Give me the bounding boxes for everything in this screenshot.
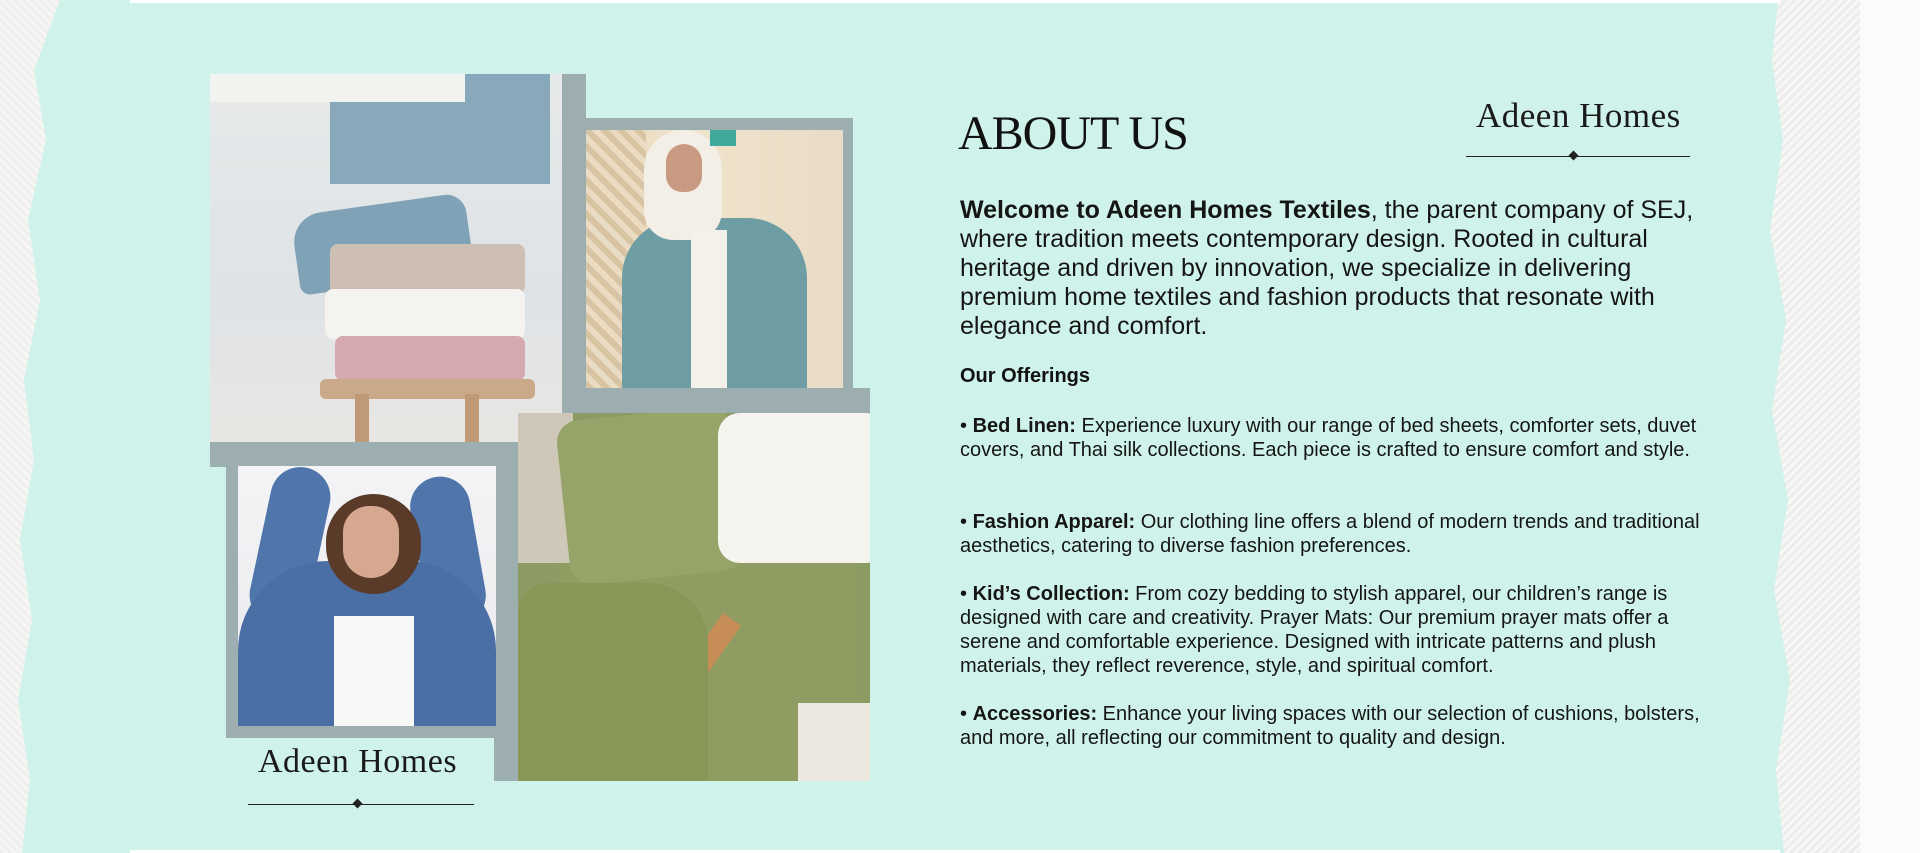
- hijab-fashion-photo: [586, 130, 843, 388]
- green-photo-frame-side: [494, 442, 518, 781]
- offering-label: Fashion Apparel:: [972, 511, 1136, 533]
- intro-bold: Welcome to Adeen Homes Textiles: [960, 196, 1371, 224]
- offering-text: Experience luxury with our range of bed sheets, comforter sets, duvet covers, and Thai silk collections. Each piece is crafted to ensure comfort and style.: [960, 415, 1697, 461]
- brand-logo-top: Adeen Homes: [1476, 96, 1681, 135]
- offering-label: Kid’s Collection:: [972, 583, 1130, 605]
- offering-accessories: [960, 702, 1720, 750]
- page-title: ABOUT US: [958, 107, 1188, 160]
- page-margin-right: [1860, 0, 1920, 853]
- logo-divider-top: [1466, 156, 1690, 157]
- brand-logo-bottom: Adeen Homes: [258, 743, 458, 780]
- top-border: [130, 0, 1780, 3]
- bullet: •: [960, 415, 968, 437]
- intro-paragraph: [960, 196, 1722, 341]
- offerings-heading: Our Offerings: [960, 365, 1091, 387]
- offering-text: Enhance your living spaces with our selection of cushions, bolsters, and more, all reflecting our commitment to quality and design.: [960, 703, 1700, 749]
- denim-jacket-photo: [238, 466, 496, 726]
- offering-label: Accessories:: [972, 703, 1098, 725]
- hijab-photo-frame-bar: [562, 388, 870, 413]
- bullet: •: [960, 511, 968, 533]
- towels-photo: [210, 74, 562, 442]
- offering-text: From cozy bedding to stylish apparel, our children’s range is designed with care and creativity. Prayer Mats: Our premium prayer mats offer a serene and comfortable experience. Designed with intricate patterns and plush materials, they reflect reverence, style, and spiritual comfort.: [960, 583, 1669, 677]
- offering-kids-collection: [960, 582, 1720, 678]
- intro-text: , the parent company of SEJ, where tradition meets contemporary design. Rooted in cultural heritage and driven by innovation, we specialize in delivering premium home textiles and fashion products that resonate with elegance and comfort.: [960, 196, 1694, 340]
- offering-text: Our clothing line offers a blend of modern trends and traditional aesthetics, catering to diverse fashion preferences.: [960, 511, 1700, 557]
- bullet: •: [960, 703, 968, 725]
- offering-fashion-apparel: [960, 510, 1720, 558]
- bullet: •: [960, 583, 968, 605]
- offering-bed-linen: [960, 414, 1720, 462]
- offering-label: Bed Linen:: [972, 415, 1076, 437]
- green-bedding-photo: [518, 413, 870, 781]
